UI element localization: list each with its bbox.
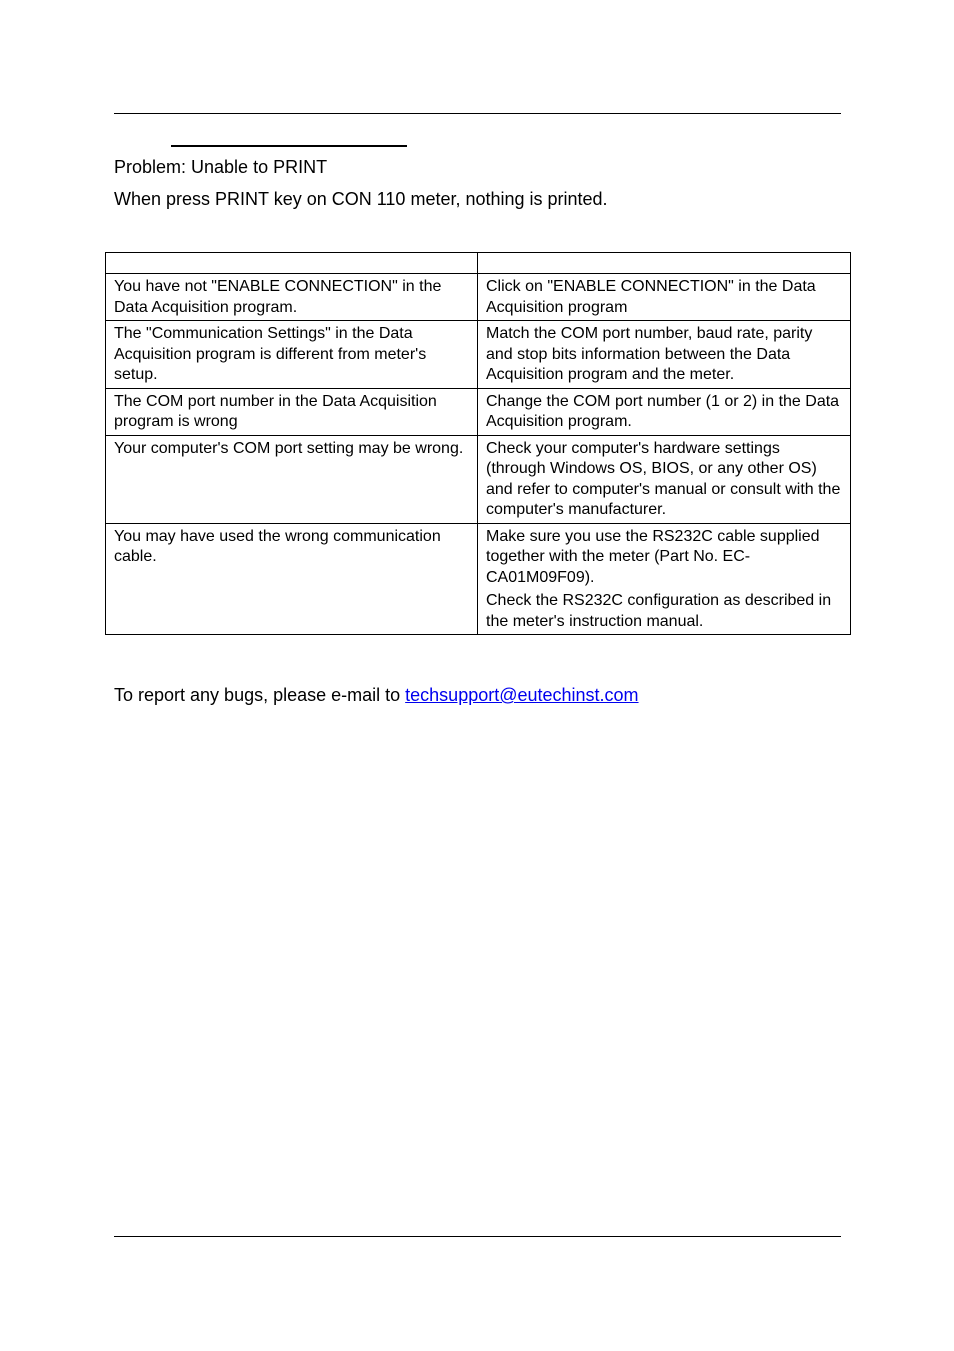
solution-text: Match the COM port number, baud rate, parity and stop bits information between the Data Acquisition program and the meter. — [486, 325, 813, 383]
header-cell-cause — [106, 253, 478, 274]
table-row — [106, 435, 851, 523]
bug-report-line — [114, 684, 639, 706]
cause-cell: You may have used the wrong communication cable. — [106, 523, 478, 635]
footer-rule — [114, 1236, 841, 1237]
solution-cell — [478, 523, 851, 635]
solution-text: Make sure you use the RS232C cable supplied together with the meter (Part No. EC-CA01M09F09). — [486, 527, 820, 586]
cause-cell: Your computer's COM port setting may be wrong. — [106, 435, 478, 523]
table-row — [106, 388, 851, 435]
troubleshooting-table — [105, 252, 851, 635]
support-email-link[interactable]: techsupport@eutechinst.com — [405, 685, 639, 705]
cause-cell: The "Communication Settings" in the Data Acquisition program is different from meter's setup. — [106, 321, 478, 389]
cause-cell: You have not "ENABLE CONNECTION" in the Data Acquisition program. — [106, 274, 478, 321]
solution-text: Change the COM port number (1 or 2) in the Data Acquisition program. — [486, 392, 840, 430]
solution-cell — [478, 274, 851, 321]
header-cell-solution — [478, 253, 851, 274]
problem-title: Problem: Unable to PRINT — [114, 157, 328, 177]
solution-cell — [478, 435, 851, 523]
table-row — [106, 274, 851, 321]
table-row — [106, 523, 851, 635]
solution-cell — [478, 321, 851, 389]
table-row — [106, 321, 851, 389]
solution-text: Click on "ENABLE CONNECTION" in the Data Acquisition program — [486, 278, 816, 316]
cause-cell: The COM port number in the Data Acquisition program is wrong — [106, 388, 478, 435]
table-header-row — [106, 253, 851, 274]
solution-cell — [478, 388, 851, 435]
bug-report-text: To report any bugs, please e-mail to — [114, 685, 406, 705]
header-rule — [114, 113, 841, 114]
solution-text: Check the RS232C configuration as described in the meter's instruction manual. — [486, 592, 832, 630]
problem-description: When press PRINT key on CON 110 meter, nothing is printed. — [114, 189, 608, 209]
section-heading-rule — [171, 145, 407, 147]
solution-text: Check your computer's hardware settings (through Windows OS, BIOS, or any other OS) and refer to computer's manual or consult with the computer's manufacturer. — [486, 439, 841, 518]
